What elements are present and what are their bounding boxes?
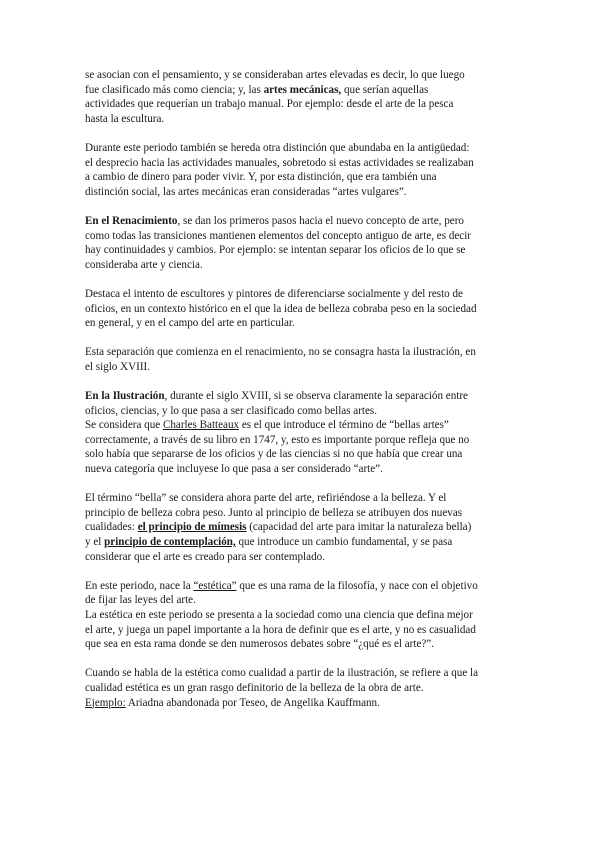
paragraph — [85, 68, 517, 126]
text-line — [85, 491, 517, 506]
bold-text: principio de contemplación, — [104, 536, 236, 548]
paragraph — [85, 491, 517, 564]
text-run: distinción social, las artes mecánicas eran consideradas “artes vulgares”. — [85, 185, 407, 198]
text-run: es el que introduce el término de “bellas artes” — [239, 419, 449, 432]
text-line — [85, 579, 517, 594]
text-run: como todas las transiciones mantienen elementos del concepto antiguo de arte, es decir — [85, 229, 471, 242]
text-run: En este periodo, nace la — [85, 579, 194, 592]
text-run: que sea en esta rama donde se den numerosos debates sobre “¿qué es el arte?”. — [85, 638, 434, 651]
text-line — [85, 593, 517, 608]
bold-text: el principio de mímesis — [137, 521, 247, 534]
text-run: oficios, en un contexto histórico en el que la idea de belleza cobraba peso en la sociedad — [85, 302, 477, 315]
text-run: principio de belleza cobra peso. Junto al principio de belleza se atribuyen dos nuevas — [85, 506, 463, 519]
text-line — [85, 316, 517, 331]
text-run: hasta la escultura. — [85, 112, 165, 125]
text-run: , durante el siglo XVIII, si se observa claramente la separación entre — [164, 390, 468, 403]
text-run: cualidades: — [85, 521, 138, 534]
text-line — [85, 433, 517, 448]
text-line — [85, 360, 517, 375]
text-line — [85, 170, 517, 185]
text-line — [85, 185, 517, 200]
text-run: que es una rama de la filosofía, y nace con el objetivo — [236, 579, 478, 592]
text-line — [85, 97, 517, 112]
text-line — [85, 404, 517, 419]
text-line — [85, 345, 517, 360]
text-line — [85, 156, 517, 171]
paragraph — [85, 287, 517, 331]
paragraph — [85, 141, 517, 199]
text-line — [85, 462, 517, 477]
text-run: Durante este periodo también se hereda otra distinción que abundaba en la antigüedad: — [85, 141, 470, 154]
text-line — [85, 637, 517, 652]
text-run: y el — [85, 536, 105, 548]
text-line — [85, 243, 517, 258]
text-run: Esta separación que comienza en el renacimiento, no se consagra hasta la ilustración, en — [85, 346, 476, 359]
text-run: La estética en este periodo se presenta a la sociedad como una ciencia que defina mejor — [85, 608, 473, 621]
bold-text: En el Renacimiento — [85, 214, 178, 227]
paragraph — [85, 389, 517, 477]
text-run: se asocian con el pensamiento, y se consideraban artes elevadas es decir, lo que luego — [85, 69, 465, 81]
text-run: el arte, y juega un papel importante a la hora de definir que es el arte, y no es casualidad — [85, 623, 476, 636]
text-line — [85, 141, 517, 156]
text-run: fue clasificado más como ciencia; y, las — [85, 83, 264, 96]
underlined-text: Ejemplo: — [85, 696, 126, 709]
text-line — [85, 623, 517, 638]
text-run: Destaca el intento de escultores y pintores de diferenciarse socialmente y del resto de — [85, 287, 463, 300]
text-run: Ariadna abandonada por Teseo, de Angelika Kauffmann. — [125, 696, 380, 709]
text-run: Se considera que — [85, 419, 163, 432]
bold-text: En la Ilustración — [85, 390, 165, 403]
text-run: Cuando se habla de la estética como cualidad a partir de la ilustración, se refiere a que la — [85, 667, 479, 680]
text-run: que serían aquellas — [341, 83, 429, 96]
text-run: hay continuidades y cambios. Por ejemplo: se intentan separar los oficios de lo que se — [85, 244, 466, 257]
underlined-text: Charles Batteaux — [162, 419, 240, 432]
text-run: oficios, ciencias, y lo que pasa a ser clasificado como bellas artes. — [85, 404, 378, 417]
text-line — [85, 83, 517, 98]
text-run: nueva categoría que incluyese lo que pasa a ser considerado “arte”. — [85, 463, 383, 476]
paragraph — [85, 345, 517, 374]
text-line — [85, 681, 517, 696]
text-line — [85, 447, 517, 462]
text-run: en general, y en el campo del arte en particular. — [85, 317, 295, 330]
paragraph — [85, 666, 517, 710]
text-line — [85, 287, 517, 302]
text-line — [85, 214, 517, 229]
text-line — [85, 68, 517, 83]
text-run: a cambio de dinero para poder vivir. Y, por esta distinción, que era también una — [85, 171, 437, 184]
paragraph — [85, 214, 517, 272]
text-line — [85, 696, 517, 711]
text-line — [85, 520, 517, 535]
underlined-text: “estética” — [193, 579, 237, 592]
text-line — [85, 229, 517, 244]
text-run: cualidad estética es un gran rasgo definitorio de la belleza de la obra de arte. — [85, 681, 424, 694]
text-line — [85, 418, 517, 433]
text-line — [85, 112, 517, 127]
paragraph — [85, 579, 517, 652]
text-run: de fijar las leyes del arte. — [85, 594, 196, 607]
document-body — [85, 68, 517, 725]
text-line — [85, 389, 517, 404]
text-run: correctamente, a través de su libro en 1747, y, esto es importante porque refleja que no — [85, 433, 470, 446]
text-run: que introduce un cambio fundamental, y se pasa — [235, 536, 453, 548]
text-line — [85, 608, 517, 623]
text-line — [85, 506, 517, 521]
text-line — [85, 535, 517, 550]
text-run: El término “bella” se considera ahora parte del arte, refiriéndose a la belleza. Y el — [85, 492, 447, 505]
text-run: , se dan los primeros pasos hacia el nuevo concepto de arte, pero — [177, 214, 464, 227]
text-run: considerar que el arte es creado para ser contemplado. — [85, 550, 325, 563]
text-line — [85, 666, 517, 681]
text-run: actividades que requerían un trabajo manual. Por ejemplo: desde el arte de la pesca — [85, 98, 454, 111]
text-run: consideraba arte y ciencia. — [85, 258, 203, 271]
text-run: solo había que separarse de los oficios y de las ciencias si no que había que crear una — [85, 448, 463, 461]
text-run: el desprecio hacia las actividades manuales, sobretodo si estas actividades se realizaban — [85, 156, 474, 169]
text-run: el siglo XVIII. — [85, 360, 151, 373]
text-line — [85, 258, 517, 273]
text-run: (capacidad del arte para imitar la naturaleza bella) — [246, 521, 472, 534]
text-line — [85, 550, 517, 565]
text-line — [85, 302, 517, 317]
bold-text: artes mecánicas, — [263, 83, 342, 96]
